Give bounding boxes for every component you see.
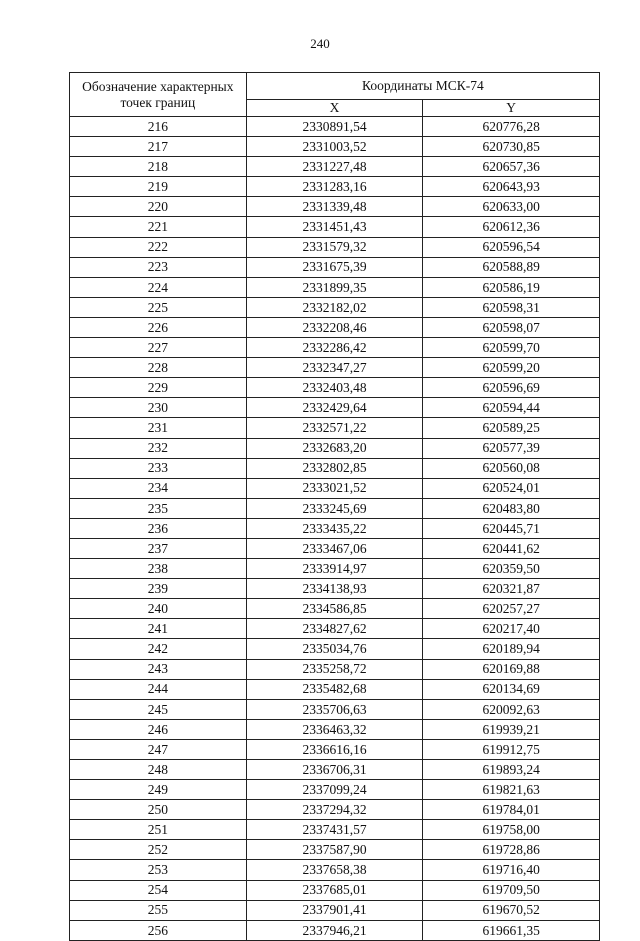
y-coordinate-cell: 620633,00 — [423, 197, 600, 217]
point-number-cell: 243 — [70, 659, 247, 679]
x-coordinate-cell: 2331579,32 — [246, 237, 423, 257]
x-coordinate-cell: 2331227,48 — [246, 157, 423, 177]
x-coordinate-cell: 2337658,38 — [246, 860, 423, 880]
table-row — [70, 317, 600, 337]
point-number-cell: 217 — [70, 137, 247, 157]
y-coordinate-cell: 619912,75 — [423, 739, 600, 759]
table-row — [70, 820, 600, 840]
table-row — [70, 237, 600, 257]
table-row — [70, 599, 600, 619]
y-coordinate-cell: 620257,27 — [423, 599, 600, 619]
point-number-cell: 220 — [70, 197, 247, 217]
table-row — [70, 378, 600, 398]
y-coordinate-cell: 620092,63 — [423, 699, 600, 719]
point-number-cell: 253 — [70, 860, 247, 880]
point-number-cell: 228 — [70, 358, 247, 378]
y-coordinate-cell: 620560,08 — [423, 458, 600, 478]
table-row — [70, 739, 600, 759]
table-row — [70, 639, 600, 659]
y-coordinate-cell: 620441,62 — [423, 538, 600, 558]
y-coordinate-cell: 620598,07 — [423, 317, 600, 337]
point-number-cell: 233 — [70, 458, 247, 478]
point-number-cell: 221 — [70, 217, 247, 237]
point-number-cell: 218 — [70, 157, 247, 177]
x-coordinate-cell: 2333245,69 — [246, 498, 423, 518]
point-number-cell: 227 — [70, 338, 247, 358]
point-number-cell: 224 — [70, 277, 247, 297]
y-coordinate-cell: 619893,24 — [423, 760, 600, 780]
point-number-cell: 241 — [70, 619, 247, 639]
point-number-cell: 223 — [70, 257, 247, 277]
table-row — [70, 177, 600, 197]
y-coordinate-cell: 620776,28 — [423, 117, 600, 137]
x-coordinate-cell: 2332802,85 — [246, 458, 423, 478]
x-coordinate-cell: 2331283,16 — [246, 177, 423, 197]
x-coordinate-cell: 2337099,24 — [246, 780, 423, 800]
y-coordinate-cell: 620217,40 — [423, 619, 600, 639]
table-row — [70, 277, 600, 297]
point-number-cell: 252 — [70, 840, 247, 860]
x-coordinate-cell: 2337431,57 — [246, 820, 423, 840]
point-number-cell: 251 — [70, 820, 247, 840]
x-coordinate-cell: 2333467,06 — [246, 538, 423, 558]
y-coordinate-cell: 620657,36 — [423, 157, 600, 177]
y-coordinate-cell: 619728,86 — [423, 840, 600, 860]
point-number-cell: 256 — [70, 920, 247, 940]
x-coordinate-cell: 2334827,62 — [246, 619, 423, 639]
y-coordinate-cell: 620599,70 — [423, 338, 600, 358]
x-coordinate-cell: 2335706,63 — [246, 699, 423, 719]
table-body — [70, 117, 600, 941]
table-row — [70, 157, 600, 177]
y-coordinate-cell: 620588,89 — [423, 257, 600, 277]
table-row — [70, 297, 600, 317]
x-coordinate-cell: 2335034,76 — [246, 639, 423, 659]
point-number-cell: 239 — [70, 579, 247, 599]
y-coordinate-cell: 619670,52 — [423, 900, 600, 920]
x-coordinate-cell: 2332403,48 — [246, 378, 423, 398]
y-coordinate-cell: 619709,50 — [423, 880, 600, 900]
designation-column-header: Обозначение характерных точек границ — [70, 73, 247, 117]
point-number-cell: 229 — [70, 378, 247, 398]
table-row — [70, 880, 600, 900]
table-header — [70, 73, 600, 117]
x-coordinate-cell: 2337587,90 — [246, 840, 423, 860]
y-coordinate-cell: 620596,69 — [423, 378, 600, 398]
table-row — [70, 840, 600, 860]
point-number-cell: 231 — [70, 418, 247, 438]
table-row — [70, 538, 600, 558]
table-row — [70, 257, 600, 277]
point-number-cell: 254 — [70, 880, 247, 900]
x-coordinate-cell: 2332347,27 — [246, 358, 423, 378]
x-coordinate-cell: 2336616,16 — [246, 739, 423, 759]
x-coordinate-cell: 2332182,02 — [246, 297, 423, 317]
x-coordinate-cell: 2332571,22 — [246, 418, 423, 438]
y-coordinate-cell: 620189,94 — [423, 639, 600, 659]
y-coordinate-cell: 620359,50 — [423, 559, 600, 579]
x-coordinate-cell: 2332286,42 — [246, 338, 423, 358]
table-row — [70, 659, 600, 679]
x-coordinate-cell: 2337294,32 — [246, 800, 423, 820]
y-coordinate-cell: 620169,88 — [423, 659, 600, 679]
y-coordinate-cell: 620445,71 — [423, 518, 600, 538]
point-number-cell: 230 — [70, 398, 247, 418]
x-coordinate-cell: 2335482,68 — [246, 679, 423, 699]
point-number-cell: 219 — [70, 177, 247, 197]
point-number-cell: 244 — [70, 679, 247, 699]
point-number-cell: 237 — [70, 538, 247, 558]
point-number-cell: 255 — [70, 900, 247, 920]
table-row — [70, 719, 600, 739]
point-number-cell: 225 — [70, 297, 247, 317]
table-row — [70, 338, 600, 358]
y-coordinate-cell: 620524,01 — [423, 478, 600, 498]
x-coordinate-cell: 2335258,72 — [246, 659, 423, 679]
point-number-cell: 235 — [70, 498, 247, 518]
x-coordinate-cell: 2333435,22 — [246, 518, 423, 538]
x-coordinate-cell: 2333914,97 — [246, 559, 423, 579]
table-row — [70, 800, 600, 820]
x-coordinate-cell: 2337901,41 — [246, 900, 423, 920]
y-coordinate-cell: 620586,19 — [423, 277, 600, 297]
table-row — [70, 920, 600, 940]
point-number-cell: 238 — [70, 559, 247, 579]
point-number-cell: 247 — [70, 739, 247, 759]
point-number-cell: 226 — [70, 317, 247, 337]
table-row — [70, 579, 600, 599]
y-coordinate-cell: 620612,36 — [423, 217, 600, 237]
point-number-cell: 240 — [70, 599, 247, 619]
x-coordinate-cell: 2332429,64 — [246, 398, 423, 418]
x-coordinate-cell: 2331899,35 — [246, 277, 423, 297]
page-number: 240 — [310, 36, 330, 51]
point-number-cell: 236 — [70, 518, 247, 538]
y-coordinate-cell: 620483,80 — [423, 498, 600, 518]
point-number-cell: 249 — [70, 780, 247, 800]
y-coordinate-cell: 619939,21 — [423, 719, 600, 739]
table-row — [70, 860, 600, 880]
y-coordinate-cell: 620730,85 — [423, 137, 600, 157]
y-coordinate-cell: 620134,69 — [423, 679, 600, 699]
y-coordinate-cell: 619758,00 — [423, 820, 600, 840]
point-number-cell: 248 — [70, 760, 247, 780]
x-coordinate-cell: 2330891,54 — [246, 117, 423, 137]
point-number-cell: 246 — [70, 719, 247, 739]
x-coordinate-cell: 2336463,32 — [246, 719, 423, 739]
y-coordinate-cell: 620589,25 — [423, 418, 600, 438]
y-coordinate-cell: 620594,44 — [423, 398, 600, 418]
point-number-cell: 245 — [70, 699, 247, 719]
table-row — [70, 780, 600, 800]
table-row — [70, 760, 600, 780]
x-coordinate-cell: 2337946,21 — [246, 920, 423, 940]
point-number-cell: 222 — [70, 237, 247, 257]
table-row — [70, 398, 600, 418]
table-row — [70, 498, 600, 518]
x-coordinate-cell: 2332208,46 — [246, 317, 423, 337]
table-row — [70, 418, 600, 438]
x-coordinate-cell: 2331003,52 — [246, 137, 423, 157]
x-coordinate-cell: 2331339,48 — [246, 197, 423, 217]
table-row — [70, 197, 600, 217]
point-number-cell: 216 — [70, 117, 247, 137]
y-coordinate-cell: 620596,54 — [423, 237, 600, 257]
table-row — [70, 699, 600, 719]
table-row — [70, 458, 600, 478]
table-row — [70, 679, 600, 699]
point-number-cell: 234 — [70, 478, 247, 498]
table-row — [70, 559, 600, 579]
x-coordinate-cell: 2334138,93 — [246, 579, 423, 599]
table-row — [70, 358, 600, 378]
y-coordinate-cell: 619784,01 — [423, 800, 600, 820]
table-row — [70, 137, 600, 157]
point-number-cell: 232 — [70, 438, 247, 458]
x-coordinate-cell: 2334586,85 — [246, 599, 423, 619]
table-row — [70, 217, 600, 237]
table-row — [70, 117, 600, 137]
y-coordinate-cell: 620577,39 — [423, 438, 600, 458]
x-coordinate-cell: 2336706,31 — [246, 760, 423, 780]
x-coordinate-cell: 2331675,39 — [246, 257, 423, 277]
table-row — [70, 619, 600, 639]
y-coordinate-cell: 620598,31 — [423, 297, 600, 317]
point-number-cell: 242 — [70, 639, 247, 659]
x-coordinate-cell: 2333021,52 — [246, 478, 423, 498]
y-coordinate-cell: 620321,87 — [423, 579, 600, 599]
table-row — [70, 478, 600, 498]
x-coordinate-cell: 2331451,43 — [246, 217, 423, 237]
y-column-header: Y — [423, 100, 600, 117]
y-coordinate-cell: 619821,63 — [423, 780, 600, 800]
x-coordinate-cell: 2337685,01 — [246, 880, 423, 900]
table-row — [70, 438, 600, 458]
y-coordinate-cell: 619661,35 — [423, 920, 600, 940]
coordinates-group-header: Координаты МСК-74 — [246, 73, 599, 100]
y-coordinate-cell: 620643,93 — [423, 177, 600, 197]
point-number-cell: 250 — [70, 800, 247, 820]
y-coordinate-cell: 620599,20 — [423, 358, 600, 378]
table-row — [70, 518, 600, 538]
x-column-header: X — [246, 100, 423, 117]
x-coordinate-cell: 2332683,20 — [246, 438, 423, 458]
y-coordinate-cell: 619716,40 — [423, 860, 600, 880]
table-row — [70, 900, 600, 920]
coordinates-table — [69, 72, 600, 941]
